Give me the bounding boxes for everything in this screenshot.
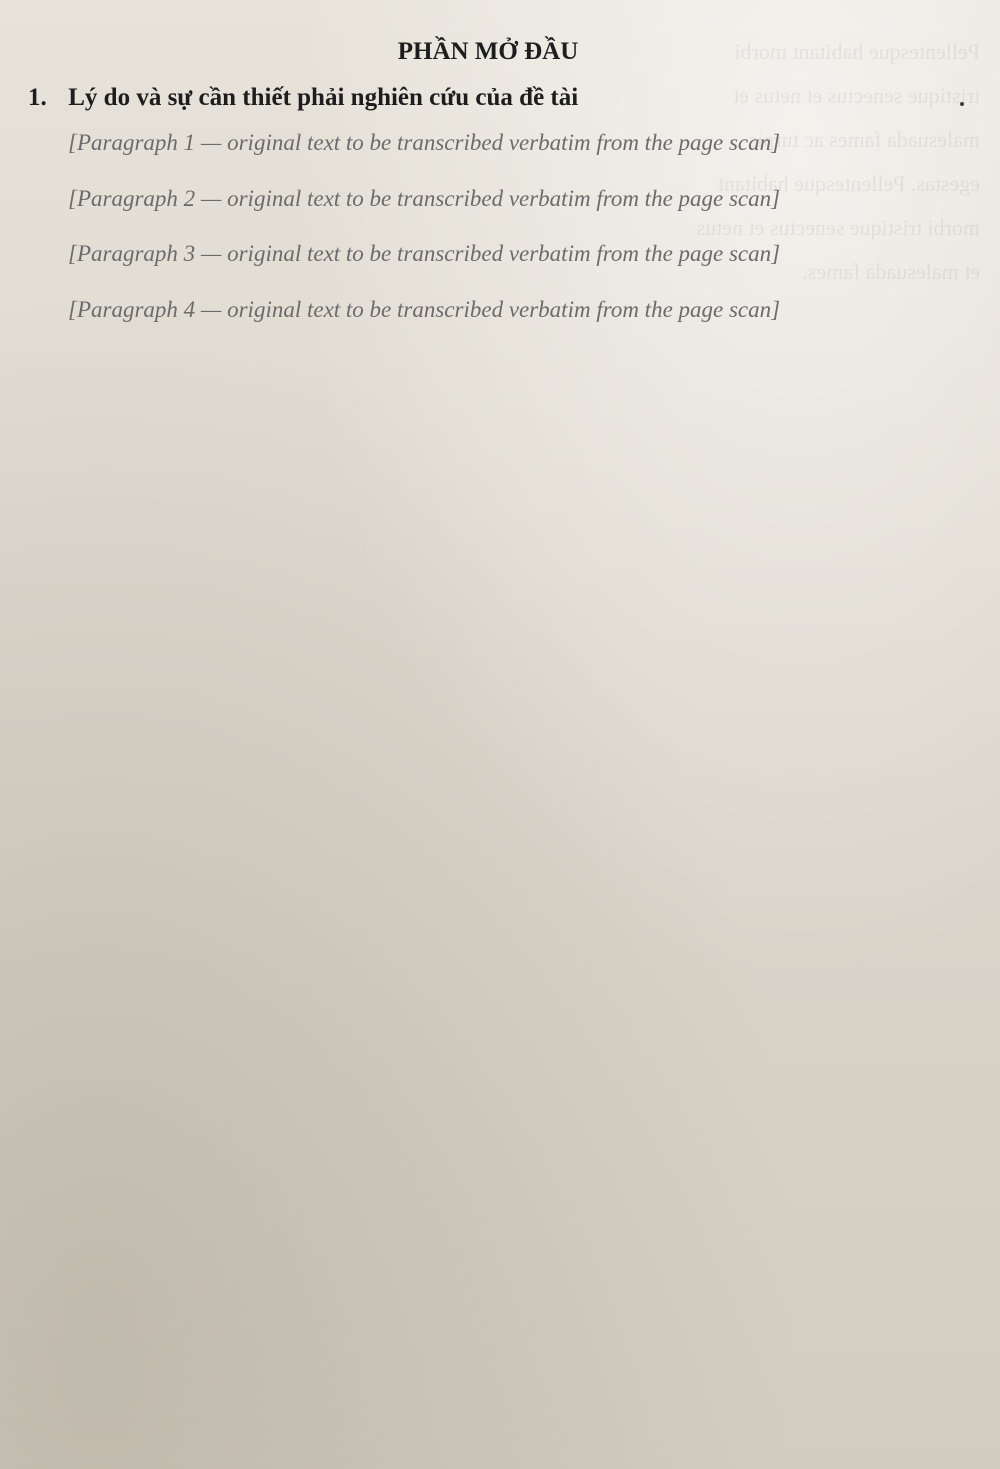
page-title: PHẦN MỞ ĐẦU [397, 38, 579, 65]
section-heading-text: Lý do và sự cần thiết phải nghiên cứu của đề tài [68, 84, 579, 111]
paragraph-3: [Paragraph 3 — original text to be transcribed verbatim from the page scan] [68, 241, 781, 266]
show-through-text: Pellentesque habitant morbi tristique senectus et netus et malesuada fames ac turpis egestas. Pellentesque habitant morbi tristique senectus et netus et malesuada fames. [696, 39, 980, 284]
section-number: 1. [28, 84, 47, 111]
paragraph-4: [Paragraph 4 — original text to be transcribed verbatim from the page scan] [68, 296, 781, 322]
paragraph-1: [Paragraph 1 — original text to be transcribed verbatim from the page scan] [68, 130, 781, 155]
paragraph-2: [Paragraph 2 — original text to be transcribed verbatim from the page scan] [68, 185, 781, 211]
page-speck [960, 102, 964, 106]
page-content [28, 32, 948, 342]
section-heading [28, 78, 948, 118]
